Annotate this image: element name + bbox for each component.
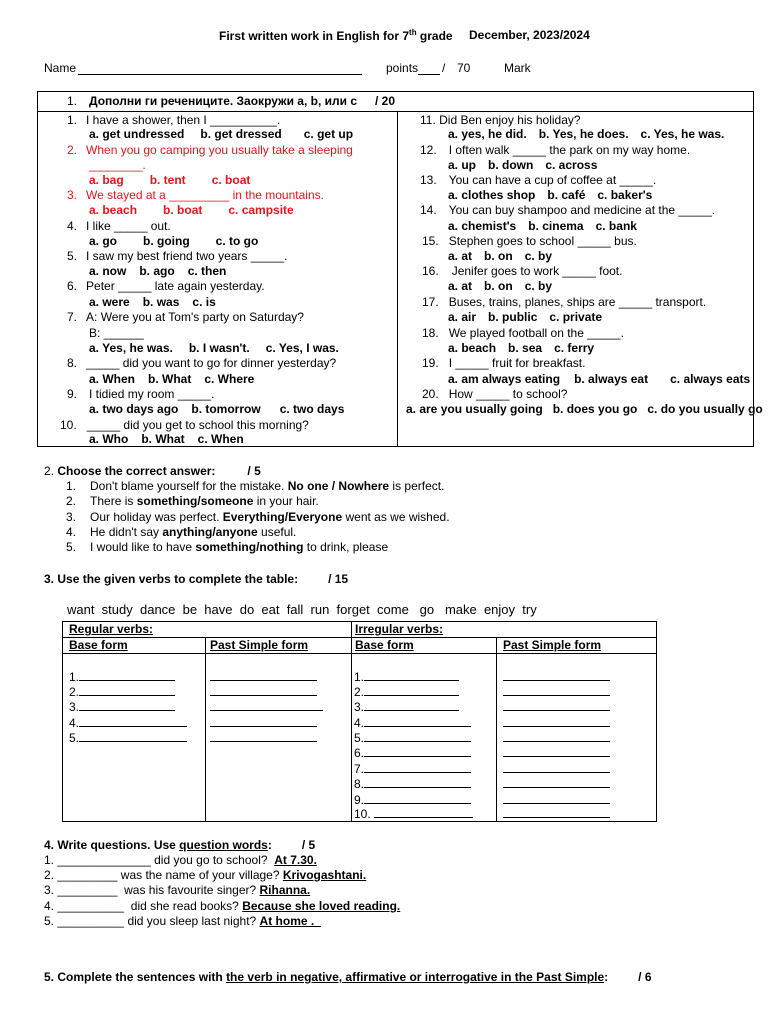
task1-instruction: Дополни ги речениците. Заокружи a, b, или c (89, 94, 358, 108)
table-divider (63, 653, 656, 654)
question-14: 14. You can buy shampoo and medicine at the _____. (420, 203, 716, 217)
irregular-past-field[interactable] (503, 745, 610, 760)
options-20[interactable]: a. are you usually going b. does you go c. do you usually go (406, 402, 763, 416)
regular-base-field[interactable]: 4. (69, 715, 187, 730)
irregular-base-header: Base form (355, 638, 414, 652)
options-3[interactable]: a. beach b. boat c. campsite (89, 203, 294, 217)
question-4: 4. I like _____ out. (67, 219, 171, 233)
task1-table (37, 91, 763, 447)
options-16[interactable]: a. at b. on c. by (448, 279, 553, 293)
irregular-past-header: Past Simple form (503, 638, 602, 652)
regular-verbs-label: Regular verbs: (69, 622, 154, 636)
table-divider (351, 622, 352, 821)
options-10[interactable]: a. Who b. What c. When (89, 432, 244, 446)
question-10: 10. _____ did you get to school this morning? (60, 418, 309, 432)
regular-base-field[interactable]: 5. (69, 730, 187, 745)
worksheet-title: First written work in English for 7th grade (219, 28, 453, 43)
irregular-past-field[interactable] (503, 669, 610, 684)
task5-heading: 5. Complete the sentences with the verb in negative, affirmative or interrogative in the Past Simple: / 6 (44, 970, 652, 984)
verb-bank: want study dance be have do eat fall run forget come go make enjoy try (67, 602, 537, 617)
irregular-base-field[interactable]: 6. (354, 745, 471, 760)
options-14[interactable]: a. chemist's b. cinema c. bank (448, 219, 637, 233)
options-1[interactable]: a. get undressed b. get dressed c. get up (89, 127, 354, 141)
question-5: 5. I saw my best friend two years _____. (67, 249, 288, 263)
question-6: 6. Peter _____ late again yesterday. (67, 279, 265, 293)
options-15[interactable]: a. at b. on c. by (448, 249, 553, 263)
regular-past-field[interactable] (210, 699, 323, 714)
options-18[interactable]: a. beach b. sea c. ferry (448, 341, 595, 355)
options-9[interactable]: a. two days ago b. tomorrow c. two days (89, 402, 345, 416)
question-8: 8. _____ did you want to go for dinner yesterday? (67, 356, 337, 370)
name-label: Name (44, 61, 77, 75)
question-2: 2. When you go camping you usually take a sleeping (67, 143, 353, 157)
task2-item: 2. There is something/someone in your hair. (66, 494, 319, 508)
task4-item[interactable]: 4. __________ did she read books? Because she loved reading. (44, 899, 401, 913)
regular-past-header: Past Simple form (210, 638, 309, 652)
task4-heading: 4. Write questions. Use question words: / 5 (44, 838, 316, 852)
irregular-base-field[interactable]: 7. (354, 761, 471, 776)
task2-item: 5. I would like to have something/nothing to drink, please (66, 540, 389, 554)
irregular-base-field[interactable]: 4. (354, 715, 471, 730)
question-7-reply: B: ______ (89, 326, 144, 340)
options-2[interactable]: a. bag b. tent c. boat (89, 173, 251, 187)
task1-number: 1. (67, 94, 78, 108)
question-12: 12. I often walk _____ the park on my way home. (420, 143, 691, 157)
question-15: 15. Stephen goes to school _____ bus. (422, 234, 637, 248)
points-separator: / (442, 61, 446, 75)
regular-base-field[interactable]: 2. (69, 684, 175, 699)
irregular-base-field[interactable]: 10. (354, 806, 473, 821)
points-max: 70 (457, 61, 471, 75)
question-20: 20. How _____ to school? (422, 387, 568, 401)
options-5[interactable]: a. now b. ago c. then (89, 264, 227, 278)
irregular-past-field[interactable] (503, 684, 610, 699)
irregular-base-field[interactable]: 8. (354, 776, 471, 791)
question-17: 17. Buses, trains, planes, ships are _____ transport. (422, 295, 707, 309)
regular-past-field[interactable] (210, 730, 317, 745)
irregular-past-field[interactable] (503, 761, 610, 776)
irregular-verbs-label: Irregular verbs: (355, 622, 444, 636)
irregular-past-field[interactable] (503, 715, 610, 730)
options-19[interactable]: a. am always eating b. always eat c. always eats (448, 372, 751, 386)
verbs-table (62, 621, 657, 822)
task4-item[interactable]: 1. ______________ did you go to school? At 7.30. (44, 853, 317, 867)
irregular-base-field[interactable]: 5. (354, 730, 471, 745)
question-16: 16. Jenifer goes to work _____ foot. (422, 264, 623, 278)
question-3: 3. We stayed at a _________ in the mountains. (67, 188, 324, 202)
task2-item: 3. Our holiday was perfect. Everything/Everyone went as we wished. (66, 510, 450, 524)
table-divider (496, 638, 497, 821)
question-1: 1. I have a shower, then I __________. (67, 113, 281, 127)
task1-score: / 20 (375, 94, 396, 108)
irregular-base-field[interactable]: 2. (354, 684, 459, 699)
irregular-past-field[interactable] (503, 776, 610, 791)
worksheet-date: December, 2023/2024 (469, 28, 590, 42)
options-17[interactable]: a. air b. public c. private (448, 310, 603, 324)
table-divider (205, 638, 206, 821)
task3-heading: 3. Use the given verbs to complete the table: / 15 (44, 572, 349, 586)
irregular-past-field[interactable] (503, 806, 610, 821)
irregular-base-field[interactable]: 9. (354, 792, 471, 807)
name-field[interactable] (78, 61, 362, 75)
irregular-past-field[interactable] (503, 699, 610, 714)
question-2-continued: ________. (89, 158, 146, 172)
task2-heading: 2. Choose the correct answer: / 5 (44, 464, 261, 478)
task1-column-divider (397, 112, 398, 447)
irregular-past-field[interactable] (503, 730, 610, 745)
task2-item: 4. He didn't say anything/anyone useful. (66, 525, 297, 539)
regular-base-header: Base form (69, 638, 128, 652)
regular-past-field[interactable] (210, 684, 317, 699)
task4-item[interactable]: 5. __________ did you sleep last night? At home . (44, 914, 321, 928)
points-label: points (386, 61, 419, 75)
task4-item[interactable]: 2. _________ was the name of your village? Krivogashtani. (44, 868, 367, 882)
question-7: 7. A: Were you at Tom's party on Saturday? (67, 310, 304, 324)
regular-base-field[interactable]: 1. (69, 669, 175, 684)
question-13: 13. You can have a cup of coffee at _____. (420, 173, 657, 187)
options-13[interactable]: a. clothes shop b. café c. baker's (448, 188, 653, 202)
irregular-base-field[interactable]: 3. (354, 699, 459, 714)
irregular-past-field[interactable] (503, 792, 610, 807)
regular-base-field[interactable]: 3. (69, 699, 175, 714)
irregular-base-field[interactable]: 1. (354, 669, 459, 684)
options-12[interactable]: a. up b. down c. across (448, 158, 598, 172)
options-6[interactable]: a. were b. was c. is (89, 295, 216, 309)
question-18: 18. We played football on the _____. (422, 326, 624, 340)
regular-past-field[interactable] (210, 669, 317, 684)
regular-past-field[interactable] (210, 715, 317, 730)
question-11: 11. Did Ben enjoy his holiday? (420, 113, 581, 127)
question-9: 9. I tidied my room _____. (67, 387, 215, 401)
options-8[interactable]: a. When b. What c. Where (89, 372, 255, 386)
mark-label: Mark (504, 61, 531, 75)
question-19: 19. I _____ fruit for breakfast. (422, 356, 586, 370)
options-7[interactable]: a. Yes, he was. b. I wasn't. c. Yes, I was. (89, 341, 339, 355)
task4-item[interactable]: 3. _________ was his favourite singer? Rihanna. (44, 883, 311, 897)
options-11[interactable]: a. yes, he did. b. Yes, he does. c. Yes, he was. (448, 127, 725, 141)
task2-item: 1. Don't blame yourself for the mistake. No one / Nowhere is perfect. (66, 479, 445, 493)
task1-header-row (38, 92, 753, 112)
options-4[interactable]: a. go b. going c. to go (89, 234, 259, 248)
points-field[interactable] (418, 61, 440, 75)
